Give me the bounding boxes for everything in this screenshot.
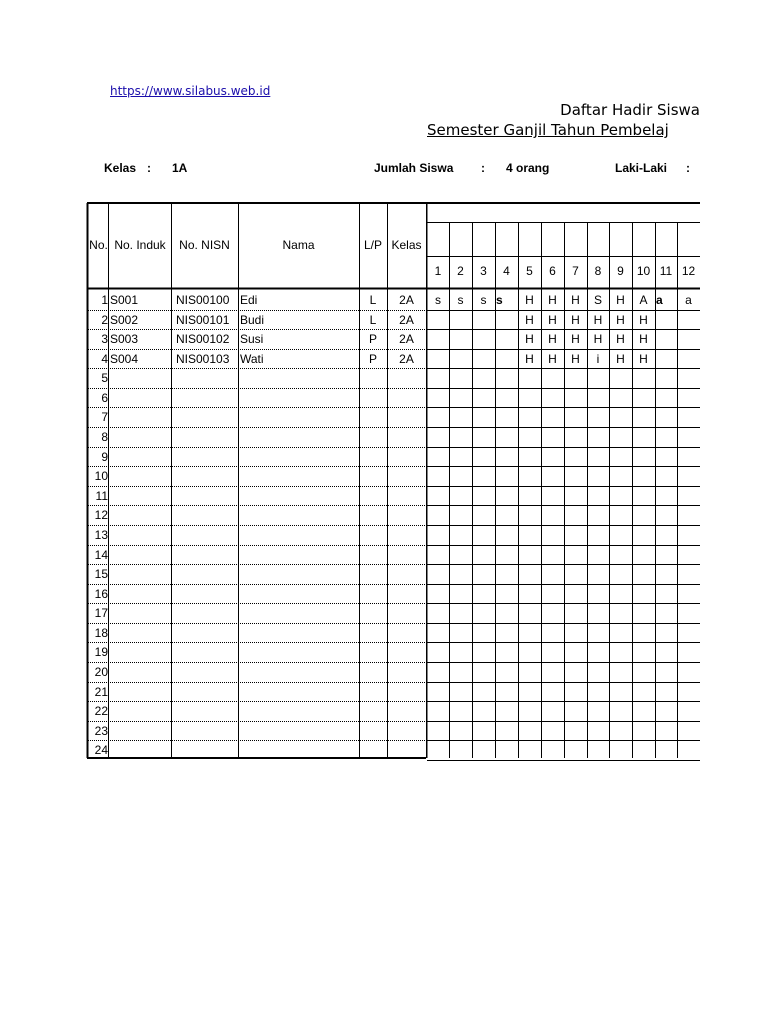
row-number: 18 [94, 625, 108, 640]
nama-cell: Wati [240, 351, 264, 366]
attendance-cell: H [525, 332, 534, 347]
attendance-cell: H [548, 351, 557, 366]
day-header-11: 11 [659, 264, 673, 278]
row-number: 23 [94, 723, 108, 738]
no-nisn-cell: NIS00102 [176, 332, 230, 347]
website-link[interactable]: https://www.silabus.web.id [110, 84, 271, 98]
attendance-cell: H [593, 312, 603, 327]
attendance-cell: H [593, 332, 603, 347]
attendance-cell: H [525, 312, 534, 327]
header-nama: Nama [282, 238, 315, 252]
jumlah-siswa-label: Jumlah Siswa [374, 161, 454, 175]
lp-cell: P [368, 351, 377, 366]
row-number: 17 [94, 606, 108, 621]
page-title: Daftar Hadir Siswa [560, 101, 700, 119]
kelas-label: Kelas [104, 161, 137, 175]
kelas-cell: 2A [399, 351, 414, 366]
attendance-cell: H [548, 312, 557, 327]
header-lp: L/P [363, 238, 382, 252]
attendance-cell: H [571, 351, 580, 366]
attendance-cell: H [548, 293, 557, 307]
no-nisn-cell: NIS00103 [176, 351, 230, 366]
no-induk-cell: S001 [110, 293, 139, 307]
row-number: 16 [94, 586, 108, 601]
no-induk-cell: S004 [110, 351, 139, 366]
row-number: 20 [94, 665, 108, 680]
day-header-9: 9 [617, 264, 624, 278]
day-header-1: 1 [434, 264, 442, 278]
lp-cell: P [368, 332, 377, 347]
lp-cell: L [369, 312, 377, 327]
attendance-cell: H [525, 351, 534, 366]
attendance-cell: i [596, 351, 600, 366]
attendance-cell: H [525, 293, 534, 307]
row-number: 13 [94, 527, 108, 542]
header-no-induk: No. Induk [114, 238, 166, 252]
attendance-cell: s [496, 293, 503, 307]
day-header-6: 6 [549, 264, 556, 278]
row-number: 7 [101, 410, 108, 425]
no-induk-cell: S002 [110, 312, 139, 327]
attendance-cell: H [616, 351, 625, 366]
nama-cell: Edi [240, 293, 258, 307]
attendance-cell: H [639, 332, 648, 347]
attendance-cell: H [571, 312, 580, 327]
attendance-cell: H [616, 293, 625, 307]
no-nisn-cell: NIS00100 [176, 293, 230, 307]
row-number: 1 [101, 293, 108, 307]
row-number: 3 [101, 332, 108, 347]
kelas-colon: : [147, 161, 151, 175]
header-no-nisn: No. NISN [179, 238, 230, 252]
row-number: 9 [101, 449, 108, 464]
header-kelas: Kelas [391, 238, 422, 252]
jumlah-siswa-colon: : [481, 161, 485, 175]
row-number: 14 [94, 547, 108, 562]
row-number: 22 [94, 704, 108, 719]
attendance-cell: S [593, 293, 602, 307]
attendance-cell: H [616, 332, 625, 347]
row-number: 6 [101, 390, 108, 405]
attendance-cell: H [571, 332, 580, 347]
attendance-cell: A [639, 293, 648, 307]
row-number: 21 [94, 684, 108, 699]
row-number: 11 [95, 488, 108, 503]
day-header-8: 8 [594, 264, 602, 278]
day-header-5: 5 [526, 264, 533, 278]
day-header-2: 2 [457, 264, 464, 278]
row-number: 5 [101, 371, 108, 386]
row-number: 12 [94, 508, 108, 523]
row-number: 19 [94, 645, 108, 660]
attendance-cell: H [616, 312, 625, 327]
attendance-cell: H [571, 293, 580, 307]
attendance-cell: a [656, 293, 663, 307]
row-number: 8 [101, 430, 108, 445]
row-number: 4 [101, 351, 108, 366]
header-no: No. [89, 238, 108, 252]
jumlah-siswa-value: 4 orang [506, 161, 550, 175]
attendance-cell: H [639, 351, 648, 366]
kelas-value: 1A [172, 161, 188, 175]
kelas-cell: 2A [399, 332, 414, 347]
laki-laki-label: Laki-Laki [615, 161, 668, 175]
attendance-cell: s [457, 293, 464, 307]
nama-cell: Susi [240, 332, 264, 347]
row-number: 15 [94, 567, 108, 582]
day-header-12: 12 [681, 264, 696, 278]
day-header-3: 3 [480, 264, 487, 278]
attendance-cell: H [639, 312, 648, 327]
row-number: 24 [94, 743, 108, 758]
laki-laki-colon: : [686, 161, 690, 175]
page-subtitle: Semester Ganjil Tahun Pembelaj [427, 121, 669, 139]
nama-cell: Budi [240, 312, 265, 327]
row-number: 2 [101, 312, 108, 327]
attendance-cell: s [435, 293, 441, 307]
kelas-cell: 2A [399, 293, 414, 307]
day-header-7: 7 [572, 264, 579, 278]
attendance-cell: a [685, 293, 692, 307]
day-header-10: 10 [636, 264, 651, 278]
row-number: 10 [94, 469, 108, 484]
lp-cell: L [369, 293, 377, 307]
kelas-cell: 2A [399, 312, 414, 327]
no-induk-cell: S003 [110, 332, 139, 347]
day-header-4: 4 [503, 264, 510, 278]
no-nisn-cell: NIS00101 [176, 312, 230, 327]
attendance-cell: s [480, 293, 487, 307]
attendance-cell: H [548, 332, 557, 347]
